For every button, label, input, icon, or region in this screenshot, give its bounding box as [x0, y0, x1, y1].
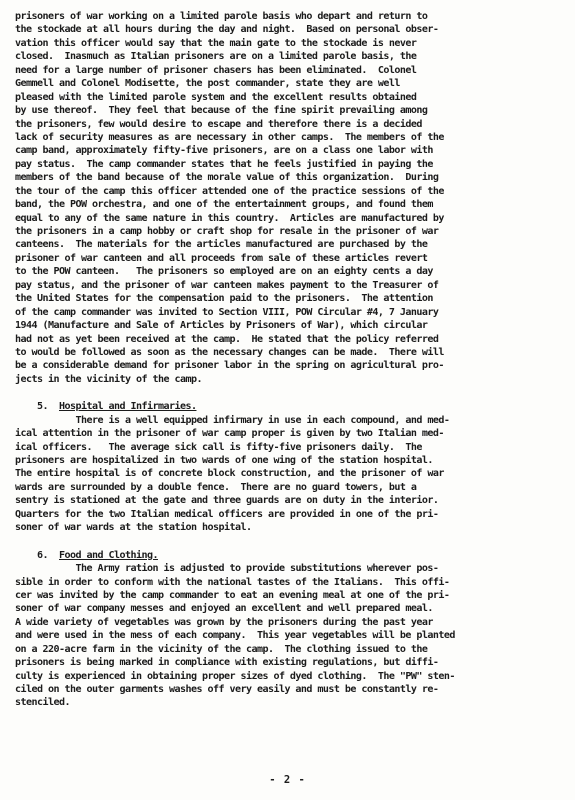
paragraph-line: prisoners of war working on a limited parole basis who depart and return to — [15, 11, 428, 22]
paragraph-line: equal to any of the same nature in this country. Articles are manufactured by — [15, 212, 444, 224]
paragraph-line: the prisoners, few would desire to escape and therefore there is a decided — [15, 118, 422, 130]
paragraph-line: jects in the vicinity of the camp. — [15, 373, 202, 385]
paragraph-line: pay status, and the prisoner of war canteen makes payment to the Treasurer of — [15, 279, 439, 291]
section-6 — [15, 549, 567, 710]
paragraph-line: the stockade at all hours during the day and night. Based on personal obser- — [15, 24, 439, 36]
paragraph-line: the United States for the compensation paid to the prisoners. The attention — [15, 293, 433, 305]
paragraph-line: had not as yet been received at the camp. He stated that the policy referred — [15, 333, 439, 345]
page-number: - 2 - — [269, 774, 306, 786]
paragraph-line: camp band, approximately fifty-five prisoners, are on a class one labor with — [15, 145, 433, 157]
paragraph-line: The entire hospital is of concrete block construction, and the prisoner of war — [15, 468, 444, 480]
paragraph-line: wards are surrounded by a double fence. There are no guard towers, but a — [15, 481, 417, 493]
paragraph-line: be a considerable demand for prisoner labor in the spring on agricultural pro- — [15, 360, 444, 372]
section-heading — [15, 400, 567, 413]
paragraph-line: Gemmell and Colonel Modisette, the post commander, state they are well — [15, 78, 400, 90]
paragraph-line: on a 220-acre farm in the vicinity of the camp. The clothing issued to the — [15, 643, 428, 655]
section-5 — [15, 400, 567, 534]
paragraph-line: members of the band because of the morale value of this organization. During — [15, 172, 439, 184]
paragraph-line: the tour of the camp this officer attended one of the practice sessions of the — [15, 185, 444, 197]
section-number: 5. — [37, 401, 48, 413]
paragraph-line: stenciled. — [15, 697, 70, 709]
paragraph-line: pleased with the limited parole system and the excellent results obtained — [15, 91, 417, 103]
paragraph-line: and were used in the mess of each company. This year vegetables will be planted — [15, 630, 455, 642]
section-number: 6. — [37, 549, 48, 561]
paragraph-line: prisoners is being marked in compliance with existing regulations, but diffi- — [15, 657, 439, 669]
paragraph-line: the prisoners in a camp hobby or craft shop for resale in the prisoner of war — [15, 226, 439, 237]
paragraph-line: to the POW canteen. The prisoners so employed are on an eighty cents a day — [15, 266, 433, 278]
paragraph-line: sentry is stationed at the gate and three guards are on duty in the interior. — [15, 495, 439, 507]
section-title: Hospital and Infirmaries. — [59, 401, 197, 413]
paragraph-line: The Army ration is adjusted to provide substitutions wherever pos- — [75, 563, 439, 575]
paragraph-line: ical officers. The average sick call is fifty-five prisoners daily. The — [15, 441, 422, 453]
paragraph-line: vation this officer would say that the main gate to the stockade is never — [15, 37, 417, 49]
paragraph-line: cer was invited by the camp commander to eat an evening meal at one of the pri- — [15, 589, 450, 601]
section-title: Food and Clothing. — [59, 549, 158, 561]
paragraph-line: prisoners are hospitalized in two wards of one wing of the station hospital. — [15, 455, 433, 466]
paragraph-line: by use thereof. They feel that because of the fine spirit prevailing among — [15, 105, 428, 117]
paragraph-line: A wide variety of vegetables was grown by the prisoners during the past year — [15, 616, 433, 628]
paragraph-line: ciled on the outer garments washes off very easily and must be constantly re- — [15, 684, 439, 695]
page-body — [15, 10, 567, 710]
paragraph-line: pay status. The camp commander states that he feels justified in paying the — [15, 158, 433, 170]
paragraph-line: There is a well equipped infirmary in use in each compound, and med- — [75, 414, 450, 426]
section-4-continuation — [15, 10, 567, 386]
paragraph-line: sible in order to conform with the national tastes of the Italians. This offi- — [15, 576, 450, 588]
paragraph-line: Quarters for the two Italian medical officers are provided in one of the pri- — [15, 508, 439, 520]
paragraph-line: to would be followed as soon as the necessary changes can be made. There will — [15, 346, 444, 358]
paragraph-line: prisoner of war canteen and all proceeds from sale of these articles revert — [15, 252, 428, 264]
paragraph-line: lack of security measures as are necessary in other camps. The members of the — [15, 131, 444, 143]
paragraph-line: need for a large number of prisoner chasers has been eliminated. Colonel — [15, 64, 417, 76]
paragraph-line: band, the POW orchestra, and one of the entertainment groups, and found them — [15, 199, 433, 211]
section-spacer — [15, 535, 567, 549]
section-spacer — [15, 386, 567, 400]
paragraph-line: soner of war wards at the station hospital. — [15, 522, 252, 534]
paragraph-line: of the camp commander was invited to Section VIII, POW Circular #4, 7 January — [15, 306, 439, 318]
paragraph-line: ical attention in the prisoner of war camp proper is given by two Italian med- — [15, 428, 444, 440]
paragraph-line: canteens. The materials for the articles manufactured are purchased by the — [15, 239, 428, 251]
paragraph-line: culty is experienced in obtaining proper sizes of dyed clothing. The "PW" sten- — [15, 670, 455, 682]
paragraph-line: 1944 (Manufacture and Sale of Articles by Prisoners of War), which circular — [15, 320, 428, 332]
section-heading — [15, 549, 567, 562]
paragraph-line: soner of war company messes and enjoyed an excellent and well prepared meal. — [15, 603, 433, 615]
paragraph-line: closed. Inasmuch as Italian prisoners are on a limited parole basis, the — [15, 51, 417, 63]
